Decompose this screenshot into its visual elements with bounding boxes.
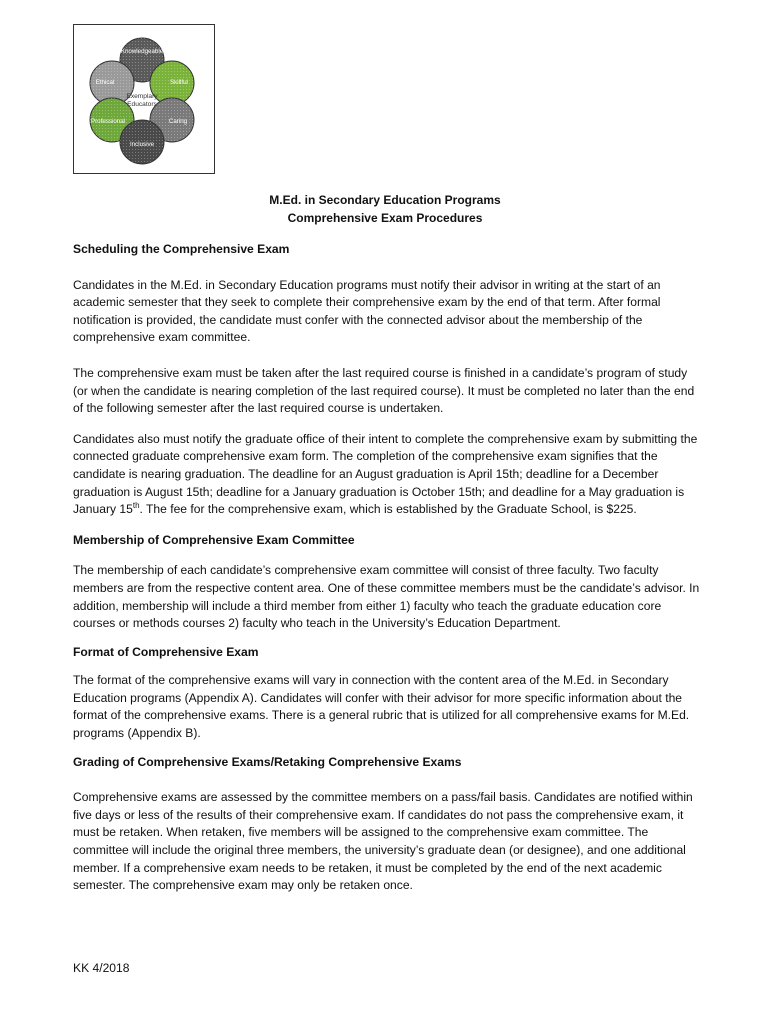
paragraph-membership: The membership of each candidate’s comprehensive exam committee will consist of three faculty. Two faculty members are from the respective content area. One of these committee members must be the candidate’s advisor. In addition, membership will include a third member from either 1) faculty who teach the graduate education core courses or methods courses 2) faculty who teach in the University’s Education Department. bbox=[73, 563, 700, 631]
document-body bbox=[73, 241, 705, 895]
document-title: M.Ed. in Secondary Education Programs bbox=[269, 193, 501, 207]
section-heading-membership: Membership of Comprehensive Exam Committee bbox=[73, 532, 355, 547]
paragraph-grading: Comprehensive exams are assessed by the committee members on a pass/fail basis. Candidates are notified within five days or less of the results of their comprehensive exam. If candidates do not pass the comprehensive exam, it must be retaken. When retaken, five members will be assigned to the comprehensive exam committee. The committee will include the original three members, the university’s graduate dean (or designee), and one additional member. If a comprehensive exam needs to be retaken, it must be completed by the end of the next academic semester. The comprehensive exam may only be retaken once. bbox=[73, 790, 693, 893]
svg-text:Inclusive: Inclusive bbox=[129, 141, 155, 148]
document-titles bbox=[0, 191, 770, 227]
paragraph-format: The format of the comprehensive exams will vary in connection with the content area of the M.Ed. in Secondary Education programs (Appendix A). Candidates will confer with their advisor for more specific information about the format of the comprehensive exams. There is a general rubric that is utilized for all comprehensive exams for M.Ed. programs (Appendix B). bbox=[73, 673, 690, 741]
svg-text:Ethical: Ethical bbox=[95, 79, 115, 86]
footer-revision: KK 4/2018 bbox=[73, 961, 130, 975]
paragraph-scheduling-notify: Candidates in the M.Ed. in Secondary Education programs must notify their advisor in writing at the start of an academic semester that they seek to complete their comprehensive exam by the end of that term. After formal notification is provided, the candidate must confer with the connected advisor about the membership of the comprehensive exam committee. bbox=[73, 277, 661, 345]
logo-center-line2: Educators bbox=[127, 101, 157, 108]
paragraph-scheduling-deadlines: Candidates also must notify the graduate office of their intent to complete the comprehensive exam by submitting the connected graduate comprehensive exam form. The completion of the comprehensive exam signifies that the candidate is nearing graduation. The deadline for an August graduation is April 15th; deadline for a December graduation is August 15th; deadline for a January graduation is October 15th; and deadline for a May graduation is January 15th. The fee for the comprehensive exam, which is established by the Graduate School, is $225. bbox=[73, 431, 698, 517]
section-heading-grading: Grading of Comprehensive Exams/Retaking Comprehensive Exams bbox=[73, 754, 462, 769]
section-heading-scheduling: Scheduling the Comprehensive Exam bbox=[73, 242, 290, 256]
logo-graphic bbox=[74, 25, 213, 172]
document-subtitle: Comprehensive Exam Procedures bbox=[287, 211, 483, 225]
logo-center-line1: Exemplary bbox=[126, 93, 158, 100]
svg-text:Caring: Caring bbox=[168, 118, 188, 125]
svg-text:Skillful: Skillful bbox=[170, 79, 188, 86]
logo-circle-inclusive bbox=[120, 120, 164, 164]
section-heading-format: Format of Comprehensive Exam bbox=[73, 644, 259, 659]
svg-text:Professional: Professional bbox=[90, 118, 126, 125]
svg-text:Knowledgeable: Knowledgeable bbox=[120, 48, 164, 55]
exemplary-educators-logo bbox=[73, 24, 215, 174]
paragraph-scheduling-timing: The comprehensive exam must be taken after the last required course is finished in a candidate’s program of study (or when the candidate is nearing completion of the last required course). It must be completed no later than the end of the following semester after the last required course is undertaken. bbox=[73, 365, 695, 416]
